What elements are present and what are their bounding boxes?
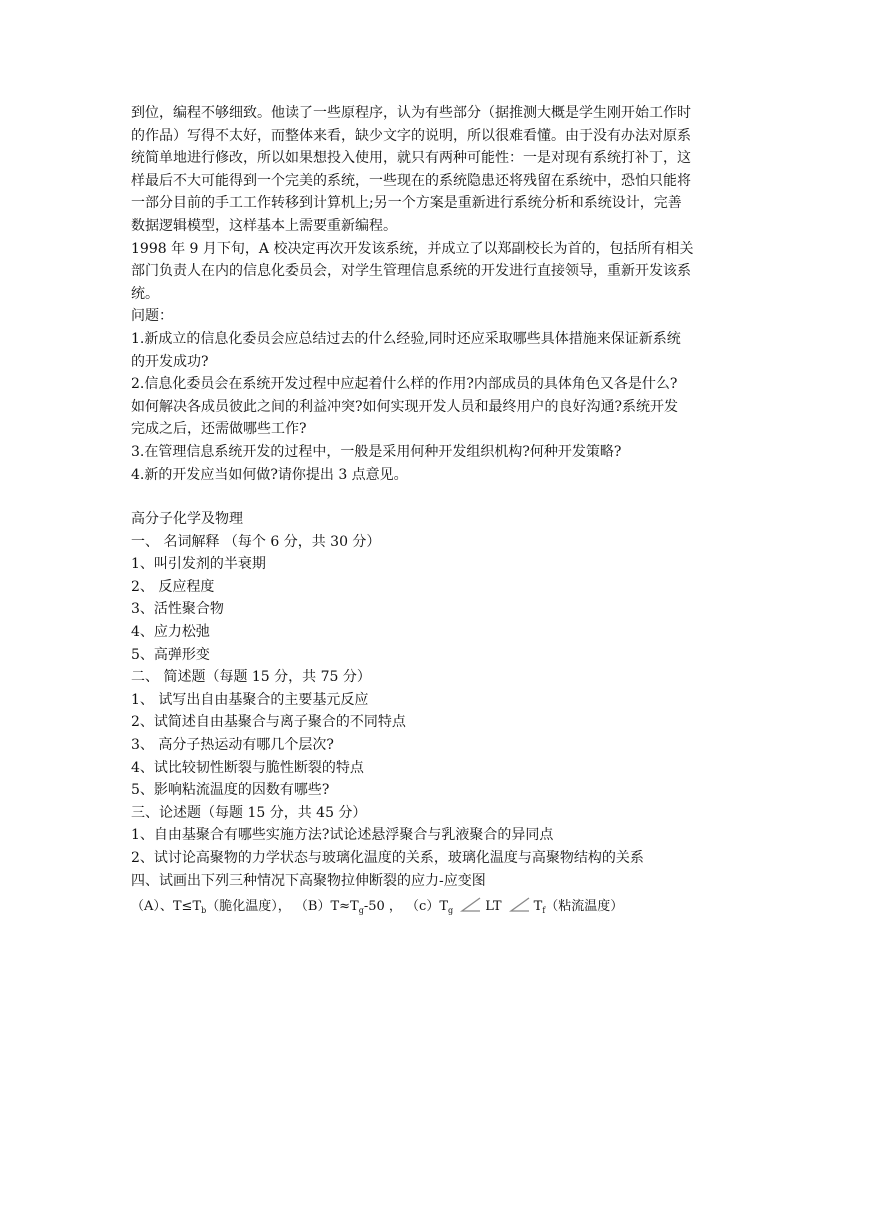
condition-a: （A）、$T\le T_b$（脆化温度）， [131, 899, 291, 916]
paragraph-line: 部门负责人在内的信息化委员会，对学生管理信息系统的开发进行直接领导，重新开发该系 [131, 263, 691, 280]
condition-b: $(B)T\approx T_g-50$ ， [294, 899, 402, 916]
paragraph-line: 4.新的开发应当如何做?请你提出 3 点意见。 [131, 466, 408, 483]
stress-strain-conditions [131, 896, 743, 922]
less-than-angle-icon [459, 896, 483, 914]
exam-line: 1、 试写出自由基聚合的主要基元反应 [131, 691, 369, 708]
exam-line: 三、论述题（每题 15 分，共 45 分） [131, 804, 367, 821]
exam-line: 1、自由基聚合有哪些实施方法?试论述悬浮聚合与乳液聚合的异同点 [131, 827, 554, 844]
paragraph-line: 2.信息化委员会在系统开发过程中应起着什么样的作用?内部成员的具体角色又各是什么? [131, 376, 678, 393]
paragraph-line: 统。 [131, 285, 159, 302]
exam-line: 3、 高分子热运动有哪几个层次? [131, 737, 334, 754]
paragraph-line: 1.新成立的信息化委员会应总结过去的什么经验,同时还应采取哪些具体措施来保证新系统 [131, 330, 681, 347]
exam-line: 二、 简述题（每题 15 分，共 75 分） [131, 669, 371, 686]
document-page [131, 102, 743, 922]
exam-line: 2、试简述自由基聚合与离子聚合的不同特点 [131, 714, 406, 731]
paragraph-line: 一部分目前的手工工作转移到计算机上;另一个方案是重新进行系统分析和系统设计，完善 [131, 195, 682, 212]
less-than-angle-icon [508, 896, 532, 914]
exam-line: 一、 名词解释 （每个 6 分，共 30 分） [131, 533, 381, 550]
exam-line: 5、影响粘流温度的因数有哪些? [131, 782, 330, 799]
paragraph-line: 完成之后，还需做哪些工作? [131, 421, 307, 438]
paragraph-line: 问题： [131, 308, 173, 325]
paragraph-line: 的作品）写得不太好，而整体来看，缺少文字的说明，所以很难看懂。由于没有办法对原系 [131, 127, 691, 144]
paragraph-line: 1998 年 9 月下旬，A 校决定再次开发该系统，并成立了以郑副校长为首的，包括所有相关 [131, 240, 694, 257]
exam-line: 4、试比较韧性断裂与脆性断裂的特点 [131, 759, 364, 776]
exam-questions [131, 508, 743, 892]
exam-line: 四、试画出下列三种情况下高聚物拉伸断裂的应力-应变图 [131, 872, 486, 889]
paragraph-line: 3.在管理信息系统开发的过程中，一般是采用何种开发组织机构?何种开发策略? [131, 443, 622, 460]
exam-line: 2、试讨论高聚物的力学状态与玻璃化温度的关系，玻璃化温度与高聚物结构的关系 [131, 850, 644, 866]
paragraph-line: 样最后不大可能得到一个完美的系统，一些现在的系统隐患还将残留在系统中，恐怕只能将 [131, 172, 691, 189]
exam-line: 5、高弹形变 [131, 646, 210, 663]
paragraph-line: 如何解决各成员彼此之间的利益冲突?如何实现开发人员和最终用户的良好沟通?系统开发 [131, 398, 679, 415]
exam-line: 3、活性聚合物 [131, 601, 224, 618]
paragraph-line: 统简单地进行修改，所以如果想投入使用，就只有两种可能性：一是对现有系统打补丁，这 [131, 150, 691, 167]
paragraph-line: 到位，编程不够细致。他读了一些原程序，认为有些部分（据推测大概是学生刚开始工作时 [131, 105, 691, 121]
case-study-text [131, 102, 743, 486]
condition-c: $(c)T_g$ LT $T_f$（粘流温度） [406, 899, 623, 914]
exam-line: 高分子化学及物理 [131, 511, 243, 528]
paragraph-line: 的开发成功? [131, 353, 209, 370]
section-gap [131, 486, 743, 508]
exam-line: 2、 反应程度 [131, 578, 215, 595]
exam-line: 1、叫引发剂的半衰期 [131, 556, 266, 573]
paragraph-line: 数据逻辑模型，这样基本上需要重新编程。 [131, 217, 397, 234]
exam-line: 4、应力松弛 [131, 624, 210, 641]
